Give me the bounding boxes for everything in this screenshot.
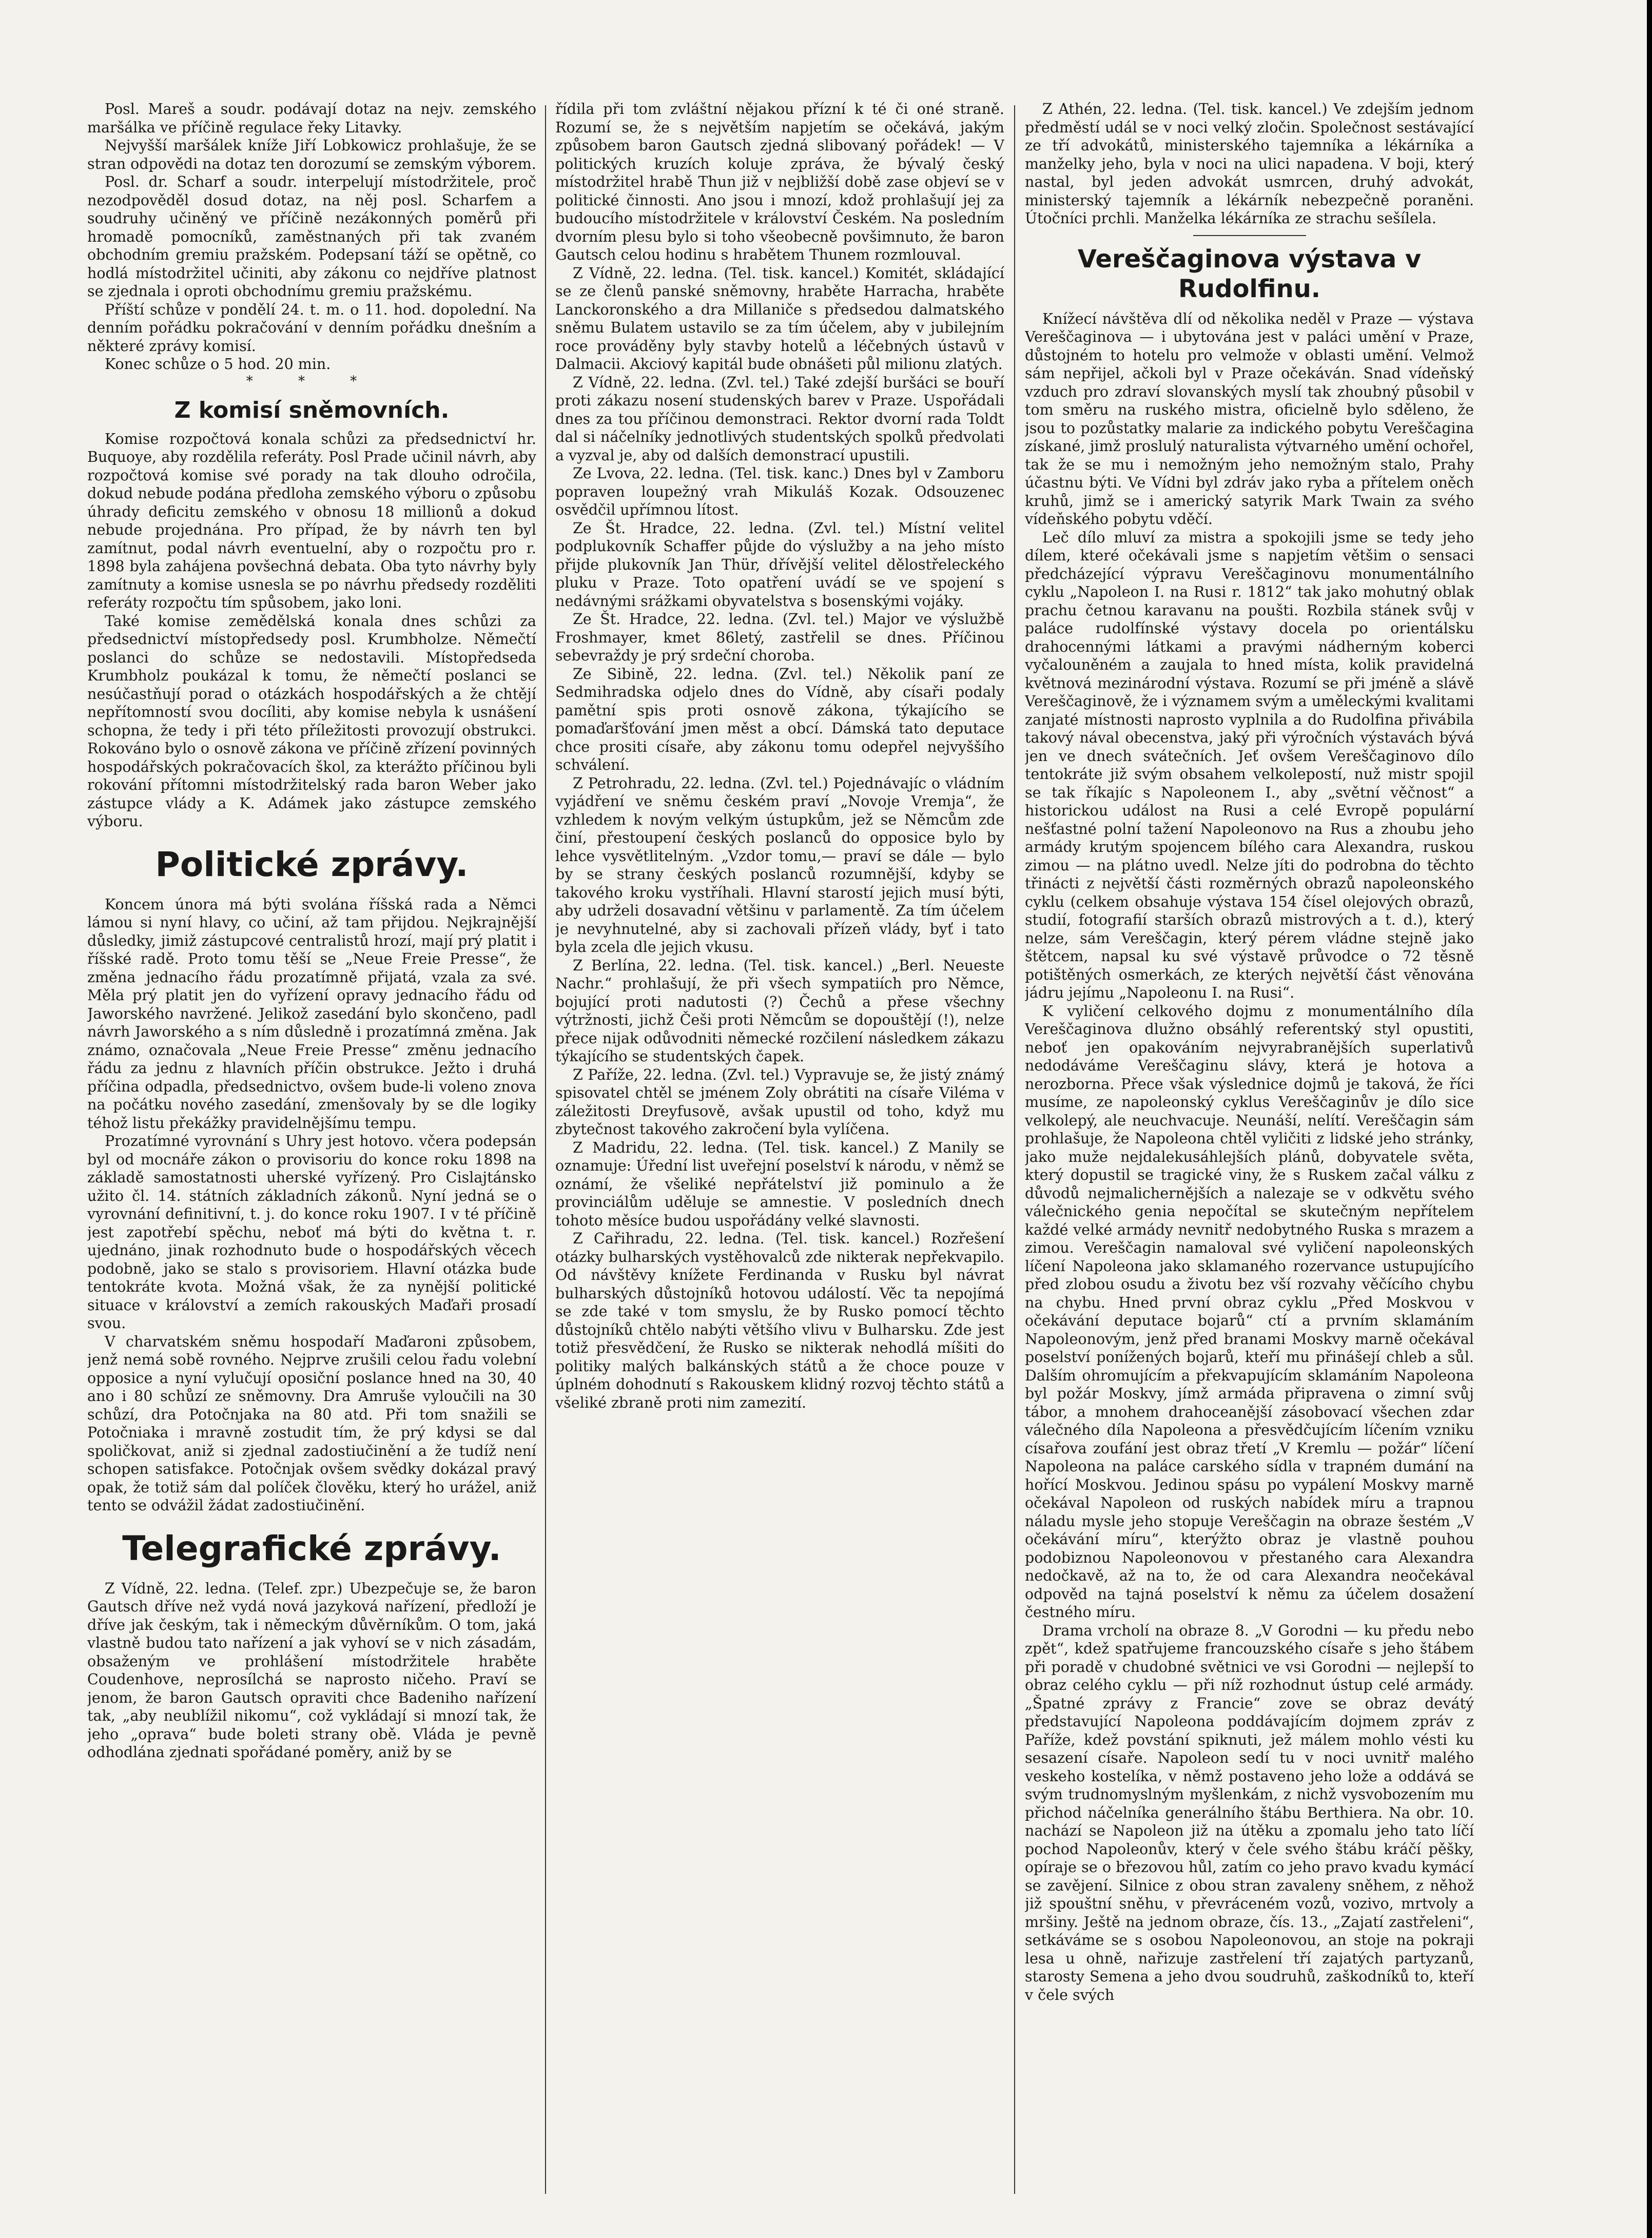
section-heading: Z komisí sněmovních.	[174, 397, 450, 423]
paragraph: Z Cařihradu, 22. ledna. (Tel. tisk. kancel.) Rozřešení otázky bulharských vystěhovalců zde nikterak nepřekvapilo. Od návštěvy knížete Ferdinanda v Rusku byl návrat bulharských důstojníků hotovou událostí. Věc ta nepojímá se zde také v tom smyslu, že by Rusko pomocí těchto důstojníků chtělo nabýti většího vlivu v Bulharsku. Zde jest totiž přesvědčení, že Rusko se nikterak nehodlá míšiti do politiky malých balkánských států a že choce pouze v úplném dohodnutí s Rakouskem klidný rozvoj těchto států a všeliké zbraně proti nim zamezití.	[555, 1230, 1004, 1411]
paragraph: Prozatímné vyrovnání s Uhry jest hotovo. včera podepsán byl od mocnáře zákon o provisoriu do konce roku 1898 na základě samostatnosti uherské vyřízený. Pro Cislajtánsko užito čl. 14. státních základních zákonů. Nyní jedná se o vyrovnání definitivní, t. j. do konce roku 1907. I v té příčině jest zapotřebí spěchu, neboť má býti do května t. r. ujednáno, jinak rozhodnuto bude o hospodářských věcech podobně, jako se stalo s provisoriem. Hlavní otázka bude tentokráte kvota. Možná však, že za nynější politické situace v království a zemích rakouských Maďaři prosadí svou.	[87, 1133, 536, 1332]
paragraph: Konec schůze o 5 hod. 20 min.	[105, 356, 331, 373]
paragraph: Ze Št. Hradce, 22. ledna. (Zvl. tel.) Major ve výslužbě Froshmayer, kmet 86letý, zastřelil se dnes. Příčinou sebevraždy je prý srdeční choroba.	[555, 611, 1004, 664]
section-heading: Politické zprávy.	[155, 844, 469, 884]
paragraph: Z Petrohradu, 22. ledna. (Zvl. tel.) Pojednávajíc o vládním vyjádření ve sněmu českém praví „Novoje Vremja“, že vzhledem k novým velkým ústupkům, jež se Němcům zde činí, přestoupení českých poslanců do opposice bylo by lehce vysvětlitelným. „Vzdor tomu,— praví se dále — bylo by se strany českých poslanců rozumnější, kdyby se takového kroku vystříhali. Hlavní starostí jejich musí býti, aby udrželi dosavadní většinu v parlamentě. Za tím účelem je nevyhnutelné, aby si zachovali přízeň vlády, byť i tato byla zcela dle jejich vkusu.	[555, 774, 1004, 956]
paragraph: řídila při tom zvláštní nějakou přízní k té či oné straně. Rozumí se, že s největším napjetím se očekává, jakým způsobem baron Gautsch zjedná slibovaný pořádek! — V politických kruzích koluje zpráva, že bývalý český místodržitel hrabě Thun již v nejbližší době zase objeví se v politické činnosti. Ano jsou i mnozí, kdož prohlašují jej za budoucího místodržitele v království Českém. Na posledním dvorním plesu bylo si toho všeobecně povšimnuto, že baron Gautsch celou hodinu s hrabětem Thunem rozmlouval.	[555, 101, 1004, 263]
paragraph: Posl. dr. Scharf a soudr. interpelují místodržitele, proč nezodpověděl dosud dotaz, na něj posl. Scharfem a soudruhy učiněný ve příčině nezákonných poměrů při hromadě pomocníků, zaměstnaných při tak zvaném obchodním gremiu pražském. Podepsaní táží se opětně, co hodlá místodržitel učiniti, aby zákonu co nejdříve platnost se zjednala i oproti obchodnímu gremiu pražskému.	[87, 173, 536, 300]
paragraph: Ze Sibině, 22. ledna. (Zvl. tel.) Několik paní ze Sedmihradska odjelo dnes do Vídně, aby císaři podaly pamětní spis proti osnově zákona, týkajícího se pomaďaršťování jmen měst a obcí. Dámská tato deputace chce prositi císaře, aby zákonu tomu odepřel nejvyššího schválení.	[555, 665, 1004, 773]
paragraph: Nejvyšší maršálek kníže Jiří Lobkowicz prohlašuje, že se stran odpovědi na dotaz ten dorozumí se zemským výborem.	[87, 137, 536, 172]
paragraph: Z Vídně, 22. ledna. (Telef. zpr.) Ubezpečuje se, že baron Gautsch dříve než vydá nová jazyková nařízení, předloží je dříve jak českým, tak i německým důvěrníkům. O tom, jaká vlastně budou tato nařízení a jak vyhoví se v nich zásadám, obsaženým ve prohlášení místodržitele hraběte Coudenhove, neprosílchá se naprosto ničeho. Praví se jenom, že baron Gautsch opraviti chce Badeniho nařízení tak, „aby neublížil nikomu“, což vykládají si mnozí tak, že jeho „oprava“ bude boleti strany obě. Vláda je pevně odhodlána zjednati spořádané poměry, aniž by se	[87, 1580, 536, 1761]
separator-stars: * * *	[246, 373, 378, 389]
short-rule	[1193, 235, 1306, 236]
paragraph: Z Vídně, 22. ledna. (Zvl. tel.) Také zdejší buršáci se bouří proti zákazu nosení studenských barev v Praze. Uspořádali dnes za tou příčinou demonstraci. Rektor dvorní rada Toldt dal si náčelníky jednotlivých studentských spolků předvolati a vyzval je, aby od dalších demonstrací upustili.	[555, 374, 1004, 464]
paragraph: Z Berlína, 22. ledna. (Tel. tisk. kancel.) „Berl. Neueste Nachr.“ prohlašují, že při všech sympatiích pro Němce, bojující proti nadutosti (?) Čechů a přese všechny výtržnosti, jichž Češi proti Němcům se dopouštějí (!), nelze přece nijak odůvodniti německé rozčilení následkem zákazu týkajícího se studentských čapek.	[555, 957, 1004, 1065]
paragraph: Z Madridu, 22. ledna. (Tel. tisk. kancel.) Z Manily se oznamuje: Úřední list uveřejní poselství k národu, v němž se oznámí, že všeliké nepřátelství již pominulo a že provinciálům uděluje se amnestie. V posledních dnech tohoto měsíce budou uspořádány velké slavnosti.	[555, 1139, 1004, 1229]
column-rule	[1014, 105, 1015, 2194]
paragraph: K vyličení celkového dojmu z monumentálního díla Vereščaginova dlužno obsáhlý referentský styl opustiti, neboť jen opakováním nejvyrabranějších superlativů nedodáváme Vereščaginu slávy, která je hotova a nerozborna. Přece však výslednice dojmů je taková, že říci musíme, ze napoleonský cyklus Vereščaginův je dílo sice velkolepý, ale neuchvacuje. Neunáší, nelítí. Vereščagin sám prohlašuje, že Napoleona chtěl vyličiti z lidské jeho stránky, jako muže nejdalekusáhlejších plánů, dobyvatele světa, který dopustil se tragické viny, že s Ruskem začal válku z důvodů nejmalichernějších a nalezaje se v odkvětu svého válečnického genia nepočítal se skutečným nepřítelem každé velké armády nevnitř nedobytného Ruska s mrazem a zimou. Vereščagin namaloval své vyličení napoleonských líčení Napoleona jako sklamaného rozervance ustupujícího před zlobou osudu a životu bez vší rozvahy věčícího chybu na chybu. Hned první obraz cyklu „Před Moskvou v očekávání deputace bojarů“ ctí a prvním sklamáním Napoleonovým, jenž před branami Moskvy marně očekával poselství ponížených bojarů, kteří mu přinášejí chleb a sůl. Dalším ohromujícím a překvapujícím sklamáním Napoleona byl požár Moskvy, jímž armáda připravena o zimní svůj tábor, a mnohem drahoceanější zásobovací všechen zdar válečného díla Napoleona a přesvědčujícím líčením vzniku císařova zoufání jest obraz třetí „V Kremlu — požár“ líčení Napoleona na paláce carského sídla v trapném dumání na hořící Moskvou. Jedinou spásu po vypálení Moskvy marně očekával Napoleon od ruských nabídek míru a trapnou náladu mysle jeho stopuje Vereščagin na obraze šestém „V očekávání míru“, kterýžto obraz je vlastně pouhou podobiznou Napoleonovou v přestaného cara Alexandra nedočkavě, až na to, že od cara Alexandra neočekával odpověd na tajná poselství k němu za účelem dosažení čestného míru.	[1025, 1002, 1474, 1621]
column-3	[1025, 100, 1474, 2199]
newspaper-page	[87, 100, 1483, 2199]
paragraph: Ze Št. Hradce, 22. ledna. (Zvl. tel.) Místní velitel podplukovník Schaffer půjde do výslužby a na jeho místo přijde plukovník Jan Thür, dřívější velitel dělostřeleckého pluku v Praze. Toto opatření uvádí se ve spojení s nedávnými srážkami obyvatelstva s bosenskými vojáky.	[555, 519, 1004, 610]
paragraph: Koncem února má býti svolána říšská rada a Němci lámou si nyní hlavy, co učiní, až tam přijdou. Nejkrajnější důsledky, jimiž zástupcové centralistů hrozí, mají prý platit i říšské radě. Proto tomu těší se „Neue Freie Presse“, že změna jednacího řádu prozatímně přijatá, vzala za své. Měla prý platit jen do vyřízení opravy jednacího řádu od Jaworského navržené. Jelikož zasedání bylo skončeno, padl návrh Jaworského a s ním důsledně i prozatímná změna. Jak známo, označovala „Neue Freie Presse“ změnu jednacího řádu za jednu z hlavních příčin obstrukce. Ježto i druhá příčina odpadla, předsednictvo, ovšem bude-li voleno znova na počátku nového zasedání, zmenšovaly by se dle logiky téhož listu překážky pravidelnějšímu tempu.	[87, 896, 536, 1132]
section-heading: Vereščaginova výstava v Rudolfinu.	[1077, 244, 1422, 303]
column-1	[87, 100, 536, 2199]
paragraph: Komise rozpočtová konala schůzi za předsednictví hr. Buquoye, aby rozdělila referáty. Posl Prade učinil návrh, aby rozpočtová komise své porady na tak dlouho odročila, dokud nebude podána předloha zemského výboru o způsobu úhrady deficitu zemského v obnosu 18 millionů a dokud nebude projednána. Pro případ, že by návrh ten byl zamítnut, podal návrh eventuelní, aby o rozpočtu pro r. 1898 byla zahájena povšechná debata. Oba tyto návrhy byly zamítnuty a komise usnesla se po návrhu předsedy rozděliti referáty rozpočtu tím spůsobem, jako loni.	[87, 430, 536, 611]
section-heading: Telegrafické zprávy.	[122, 1528, 501, 1568]
column-2	[555, 100, 1004, 2199]
paragraph: Z Vídně, 22. ledna. (Tel. tisk. kancel.) Komitét, skládající se ze členů panské sněmovny, hraběte Harracha, hraběte Lanckoronského a dra Millaniče s předsedou dalmatského sněmu Bulatem ustavilo se za tím účelem, aby v jubilejním roce prováděny byly stavby hotelů a léčebných ústavů v Dalmacii. Akciový kapitál bude obnášeti půl milionu zlatých.	[555, 264, 1004, 373]
paragraph: Také komise zemědělská konala dnes schůzi za předsednictví místopředsedy posl. Krumbholze. Němečtí poslanci do schůze se nedostavili. Místopředseda Krumbholz poukázal k tomu, že němečtí poslanci se nesúčastňují porad o otázkách hospodářských a že chtějí nepřítomností svou docíliti, aby komise nebyla k usnášení schopna, že tedy i při této příležitosti provozují obstrukci. Rokováno bylo o osnově zákona ve příčině zřízení povinných hospodářských pokračovacích škol, za kterážto příčinou byli rokování přítomni místodržitelský rada baron Weber jako zástupce vlády a K. Adámek jako zástupce zemského výboru.	[87, 612, 536, 830]
paragraph: Ze Lvova, 22. ledna. (Tel. tisk. kanc.) Dnes byl v Zamboru popraven loupežný vrah Mikuláš Kozak. Odsouzenec osvědčil upřímnou lítost.	[555, 465, 1004, 518]
paragraph: Drama vrcholí na obraze 8. „V Gorodni — ku předu nebo zpět“, kdež spatřujeme francouzského císaře s jeho štábem při poradě v chudobné světnici ve vsi Gorodni — nejlepší to obraz celého cyklu — při níž rozhodnut ústup celé armády. „Špatné zprávy z Francie“ zove se obraz devátý představující Napoleona poddávajícím dojmem zpráv z Paříže, kdež povstání spiknuti, jež málem mohlo vésti ku sesazení císaře. Napoleon sedí tu v noci uvnitř malého veskeho kostelíka, v němž postaveno jeho lože a oddává se svým trudnomyslným myšlenkám, z nichž vysvobozením mu přichod náčelníka generálního štábu Berthiera. Na obr. 10. nachází se Napoleon již na útěku a zpomalu jeho tato líčí pochod Napoleonův, který v čele svého štábu kráčí pěšky, opíraje se o březovou hůl, zatím co jeho pravo kvadu kymácí se zavějení. Silnice z obou stran zavaleny sněhem, z něhož již spouštní sněhu, v převráceném vozů, vozivo, mrtvoly a mršiny. Ještě na jednom obraze, čís. 13., „Zajatí zastřeleni“, setkáváme se s osobou Napoleonovou, an stoje na pokraji lesa u ohně, nařizuje zastřelení tří zajatých partyzanů, starosty Semena a jeho dvou soudruhů, zaškodníků to, kteří v čele svých	[1025, 1622, 1474, 2003]
paragraph: Příští schůze v pondělí 24. t. m. o 11. hod. dopolední. Na denním pořádku pokračování v denním pořádku dnešním a některé zprávy komisí.	[87, 301, 536, 355]
paragraph: Z Paříže, 22. ledna. (Zvl. tel.) Vypravuje se, že jistý známý spisovatel chtěl se jménem Zoly obrátiti na císaře Viléma v záležitosti Dreyfusově, avšak upustil od toho, když mu zbytečnost takového zakročení byla vylíčena.	[555, 1066, 1004, 1138]
column-rule	[545, 105, 546, 2194]
paragraph: V charvatském sněmu hospodaří Maďaroni způsobem, jenž nemá sobě rovného. Nejprve zrušili celou řadu volební opposice a nyní vylučují oposiční poslance hned na 30, 40 ano i 80 schůzí ze sněmovny. Dra Amruše vyloučili na 30 schůzí, dra Potočnjaka na 80 atd. Při tom snažili se Potočniaka i mravně zostudit tím, že prý kdysi se dal spoličkovat, aniž si zjednal zadostiučinění a že tudíž není schopen satisfakce. Potočnjak ovšem svědky dokázal pravý opak, že totiž sám dal políček člověku, který ho urážel, aniž tento se odvážil žádat zadostiučinění.	[87, 1333, 536, 1514]
paragraph: Z Athén, 22. ledna. (Tel. tisk. kancel.) Ve zdejším jednom předměstí udál se v noci velký zločin. Společnost sestávající ze tří advokátů, ministerského tajemníka a lékárníka a manželky jeho, byla v noci na ulici napadena. V boji, který nastal, byl jeden advokát usmrcen, druhý advokát, ministerský tajemník a lékárník nebezpečně poraněni. Útočníci prchli. Manželka lékárníka ze strachu sešílela.	[1025, 101, 1474, 227]
paragraph: Posl. Mareš a soudr. podávají dotaz na nejv. zemského maršálka ve příčině regulace řeky Litavky.	[87, 101, 536, 136]
paragraph: Knížecí návštěva dlí od několika neděl v Praze — výstava Vereščaginova — i ubytována jest v paláci umění v Praze, důstojném to hotelu pro velmože v oblasti umění. Velmož sám nepřijel, ačkoli byl v Praze očekáván. Snad vídeňský vzduch pro zdraví slovanských myslí tak zhoubný působil v tom směru na ruského mistra, oficielně bylo sděleno, že jsou to pozůstatky malarie za indického pobytu Vereščagina získané, jimž proslulý naturalista výtvarného umění ochořel, tak že se mu i nemožným jeho nemožným stalo, Prahy účastnu býti. Ve Vídni byl zdráv jako ryba a přítelem oněch kruhů, jimž se i americký satyrik Mark Twain za svého vídeňského pobytu vděčí.	[1025, 310, 1474, 528]
paragraph: Leč dílo mluví za mistra a spokojili jsme se tedy jeho dílem, které očekávali jsme s napjetím většim o sensaci předcházející výpravu Vereščaginovu monumentálního cyklu „Napoleon I. na Rusi r. 1812“ tak jako mohutný oblak prachu četnou karavanu na poušti. Rozbila stánek svůj v paláce rudolfínské výstavy docela po orientálsku drahocennými látkami a pravými nádherným koberci vyčalouněném a zaujala to hned místa, kolik pravidelná květnová mezinárodní výstava. Rozumí se při jméně a slávě Vereščaginově, že i významem svým a uměleckými kvalitami zanjaté místnosti naprosto vyplnila a do Rudolfina přivábila takový nával obecenstva, jaký při výročních výstavách bývá jen ve dnech svátečních. Jeť ovšem Vereščaginovo dílo tentokráte již svým obsahem velkolepostí, nuž mistr spojil se tak říkajíc s Napoleonem I., aby „světní věčnost“ a historickou událost na Rusi a celé Evropě populární nešťastné polní tažení Napoleonovo na Rus a zhoubu jeho armády krutým spojencem bílého cara Alexandra, ruskou zimou — na plátno uvedl. Nelze jíti do podrobna do těchto třinácti z největší části rozměrných obrazů napoleonského cyklu (celkem obsahuje výstava 154 čísel olejových obrazů, studií, fotografií starších obrazů mistrových a t. d.), který nelze, sám Vereščagin, který pérem vládne stejně jako štětcem, napsal ku své výstavě průvodce o 72 těsně potištěných osmerkách, ze kterých největší část věnována jádru jejímu „Napoleonu I. na Rusi“.	[1025, 529, 1474, 1001]
scan-edge-border	[1647, 0, 1652, 2238]
